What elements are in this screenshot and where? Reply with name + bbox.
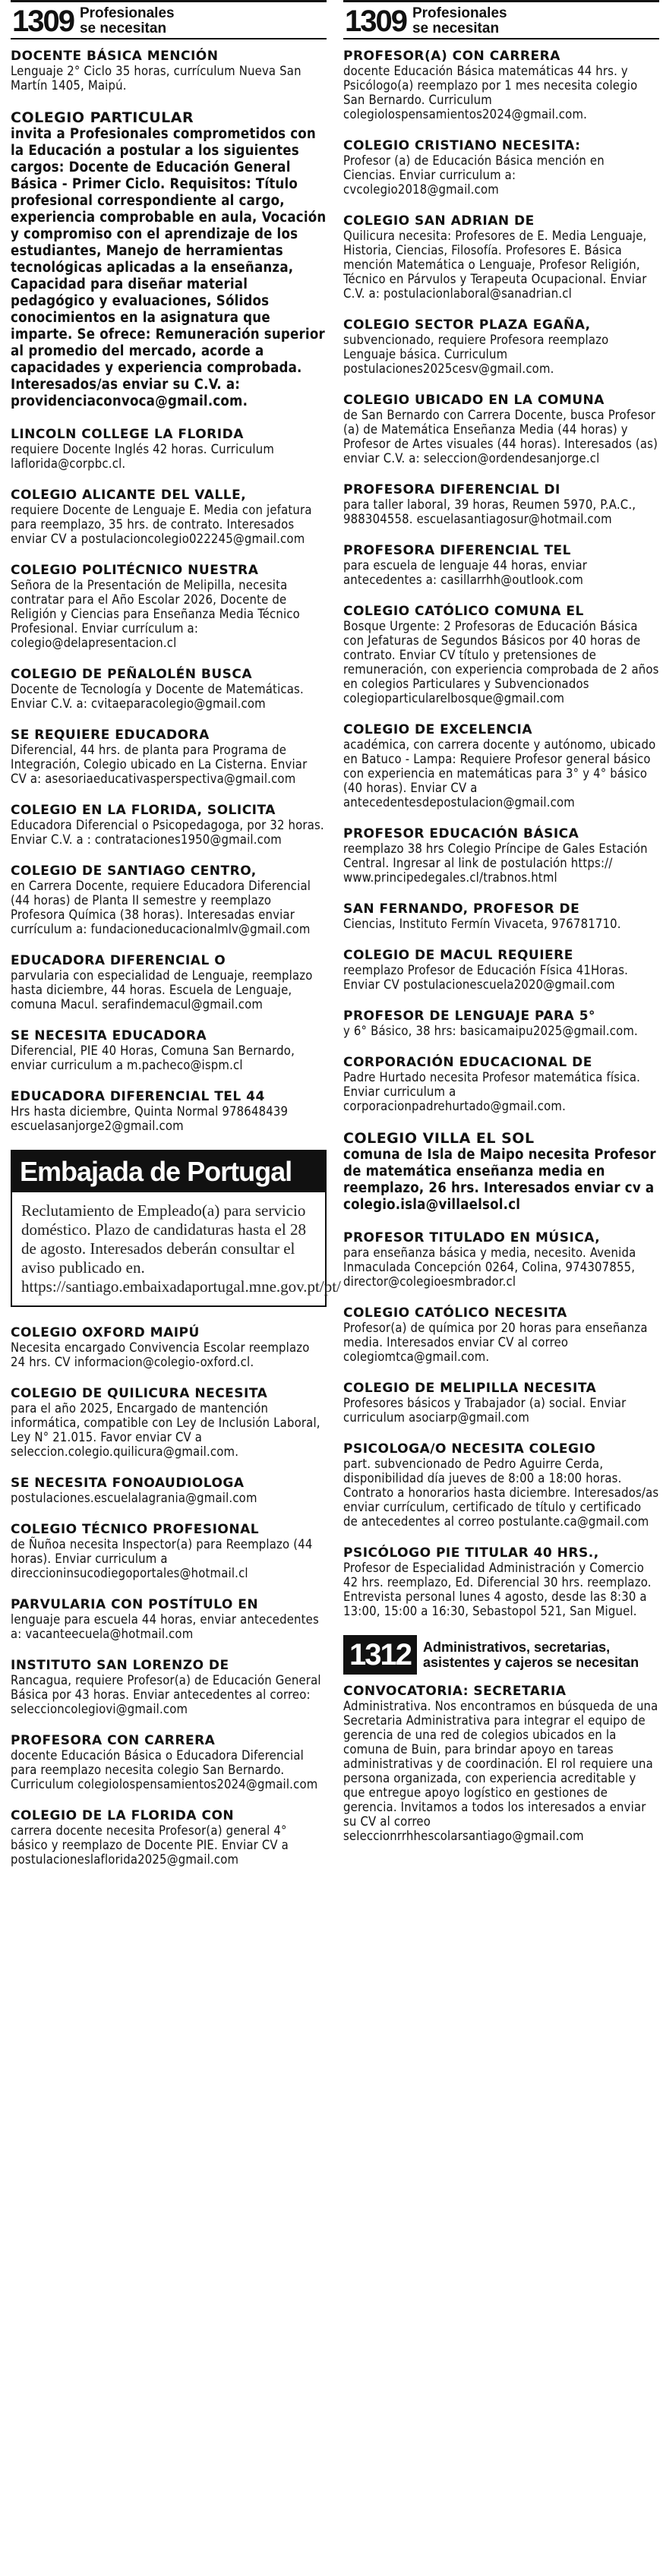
classified-ad (11, 1597, 327, 1641)
classified-ad (343, 317, 659, 376)
classified-ad (11, 1522, 327, 1580)
ad-body: Necesita encargado Convivencia Escolar reemplazo 24 hrs. CV informacion@colegio-oxford.cl. (11, 1340, 310, 1369)
ad-title: COLEGIO EN LA FLORIDA, SOLICITA (11, 803, 276, 818)
classified-ad (343, 543, 659, 587)
ad-title: EDUCADORA DIFERENCIAL O (11, 953, 226, 968)
classified-ad (343, 1381, 659, 1425)
right-column (343, 0, 659, 1860)
classified-ad (343, 901, 659, 931)
ad-body: Profesor(a) de química por 20 horas para enseñanza media. Interesados enviar CV al correo colegiomtca@gmail.com. (343, 1321, 648, 1364)
classified-ad (11, 1808, 327, 1867)
classified-ad (343, 1684, 659, 1843)
ad-title: LINCOLN COLLEGE LA FLORIDA (11, 427, 244, 442)
ad-title: CONVOCATORIA: SECRETARIA (343, 1684, 567, 1699)
ad-body: comuna de Isla de Maipo necesita Profesor de matemática enseñanza media en reemplazo, 26 hrs. Interesados enviar cv a colegio.isla@villaelsol.cl (343, 1147, 656, 1213)
ad-title: SE NECESITA FONOAUDIOLOGA (11, 1476, 245, 1491)
classified-ad (11, 1089, 327, 1133)
ad-title: PROFESOR TITULADO EN MÚSICA, (343, 1230, 601, 1245)
ad-title: COLEGIO TÉCNICO PROFESIONAL (11, 1522, 260, 1537)
ad-title: PARVULARIA CON POSTÍTULO EN (11, 1597, 259, 1612)
classified-ad (343, 1130, 659, 1214)
ad-body: Profesor de Especialidad Administración y Comercio 42 hrs. reemplazo, Ed. Diferencial 30 hrs. reemplazo. Entrevista personal lunes 4 agosto, desde las 8:30 a 13:00, 15:00 a 16:30, Sebastopol 521, San Miguel. (343, 1561, 652, 1618)
section-header (343, 0, 659, 39)
ad-title: COLEGIO CATÓLICO COMUNA EL (343, 604, 584, 619)
classified-ad (11, 1325, 327, 1369)
ad-title: COLEGIO POLITÉCNICO NUESTRA (11, 563, 259, 578)
ad-body: Lenguaje 2° Ciclo 35 horas, currículum Nueva San Martín 1405, Maipú. (11, 64, 302, 93)
ad-title: PSICOLOGA/O NECESITA COLEGIO (343, 1441, 596, 1457)
section-number: 1312 (343, 1635, 417, 1675)
ad-body: Administrativa. Nos encontramos en búsqueda de una Secretaria Administrativa para integrar el equipo de gerencia de una red de colegios ubicados en la comuna de Buin, para brindar apoyo en tareas administrativas y de coordinación. El rol requiere una persona organizada, con experiencia acreditable y que entregue apoyo logístico en gestiones de gerencia. Invitamos a todos los interesados a enviar su CV al correo seleccionrrhhescolarsantiago@gmail.com (343, 1699, 658, 1843)
classified-ad (343, 213, 659, 301)
ad-title: COLEGIO DE QUILICURA NECESITA (11, 1386, 268, 1401)
classified-ad (11, 953, 327, 1012)
ad-title: COLEGIO OXFORD MAIPÚ (11, 1325, 200, 1340)
ad-title: PROFESOR DE LENGUAJE PARA 5° (343, 1009, 596, 1024)
embassy-ad-box (11, 1150, 341, 1307)
ad-body: de Ñuñoa necesita Inspector(a) para Reemplazo (44 horas). Enviar curriculum a direccioninsucodiegoportales@hotmail.cl (11, 1537, 313, 1580)
ad-title: PROFESOR EDUCACIÓN BÁSICA (343, 826, 579, 841)
ad-title: PROFESORA DIFERENCIAL DI (343, 482, 560, 497)
ad-title: INSTITUTO SAN LORENZO DE (11, 1658, 229, 1673)
classified-ad (343, 482, 659, 526)
ad-title: COLEGIO DE SANTIAGO CENTRO, (11, 863, 257, 879)
ad-title: PROFESORA DIFERENCIAL TEL (343, 543, 571, 558)
embassy-body: Reclutamiento de Empleado(a) para servicio doméstico. Plazo de candidaturas hasta el 28 de agosto. Interesados deberán consultar el aviso publicado en. https://santiago.embaixadaportugal.mne.gov.pt/pt/ (21, 1201, 341, 1296)
ad-body: part. subvencionado de Pedro Aguirre Cerda, disponibilidad día jueves de 8:00 a 18:00 horas. Contrato a honorarios hasta diciembre. Interesados/as enviar currículum, certificado de título y certificado de antecedentes al correo postulante.ca@gmail.com (343, 1457, 659, 1529)
classified-ad (343, 948, 659, 992)
classified-ad (343, 49, 659, 122)
ad-body: Hrs hasta diciembre, Quinta Normal 978648439 escuelasanjorge2@gmail.com (11, 1104, 289, 1133)
ad-title: COLEGIO SECTOR PLAZA EGAÑA, (343, 317, 591, 333)
section-number: 1309 (12, 5, 74, 38)
classified-ad (343, 1055, 659, 1113)
section-label: Administrativos, secretarias, asistentes y cajeros se necesitan (422, 1640, 639, 1670)
ad-body: y 6° Básico, 38 hrs: basicamaipu2025@gmail.com. (343, 1024, 638, 1038)
ad-title: COLEGIO UBICADO EN LA COMUNA (343, 393, 605, 408)
classified-ad (11, 1476, 327, 1505)
classified-ad (11, 109, 327, 410)
ad-body: Educadora Diferencial o Psicopedagoga, por 32 horas. Enviar C.V. a : contrataciones1950@gmail.com (11, 818, 324, 847)
ad-body: para taller laboral, 39 horas, Reumen 5970, P.A.C., 988304558. escuelasantiagosur@hotmail.com (343, 497, 636, 526)
ad-body: docente Educación Básica o Educadora Diferencial para reemplazo necesita colegio San Bernardo. Curriculum colegiolospensamientos2024@gmail.com (11, 1748, 318, 1792)
ad-title: PROFESOR(A) CON CARRERA (343, 49, 560, 64)
ad-body: requiere Docente de Lenguaje E. Media con jefatura para reemplazo, 35 hrs. de contrato. Interesados enviar CV a postulacioncolegio022245@gmail.com (11, 503, 312, 546)
ad-title: SE REQUIERE EDUCADORA (11, 728, 210, 743)
classified-ad (343, 1305, 659, 1364)
ad-body: académica, con carrera docente y autónomo, ubicado en Batuco - Lampa: Requiere Profesor general básico con experiencia en matemáticas para 3° y 4° básico (40 horas). Enviar CV a antecedentesdepostulacion@gmail.com (343, 737, 656, 810)
classified-ad (11, 728, 327, 786)
ad-title: SAN FERNANDO, PROFESOR DE (343, 901, 580, 917)
section-header (11, 0, 327, 39)
ad-title: COLEGIO SAN ADRIAN DE (343, 213, 535, 229)
ad-body: subvencionado, requiere Profesora reemplazo Lenguaje básica. Curriculum postulaciones2025cesv@gmail.com. (343, 333, 609, 376)
classified-ad (343, 826, 659, 885)
classified-ad (11, 667, 327, 711)
classified-ad (343, 722, 659, 810)
classified-ad (11, 863, 327, 936)
ad-title: COLEGIO CATÓLICO NECESITA (343, 1305, 567, 1321)
section-number: 1309 (345, 5, 406, 38)
ad-title: DOCENTE BÁSICA MENCIÓN (11, 49, 219, 64)
classified-ad (11, 1386, 327, 1459)
ad-body: Bosque Urgente: 2 Profesoras de Educación Básica con Jefaturas de Segundos Básicos por 40 horas de contrato. Enviar CV título y pretensiones de remuneración, con experiencia comprobada de 2 años en colegios Particulares y Subvencionados colegioparticularelbosque@gmail.com (343, 619, 659, 706)
ad-title: COLEGIO PARTICULAR (11, 109, 194, 126)
ad-title: PROFESORA CON CARRERA (11, 1733, 216, 1748)
ad-title: COLEGIO DE EXCELENCIA (343, 722, 532, 737)
classified-ad (343, 393, 659, 466)
embassy-title: Embajada de Portugal (12, 1151, 325, 1192)
ad-body: invita a Profesionales comprometidos con la Educación a postular a los siguientes cargos: Docente de Educación General Básica - Primer Ciclo. Requisitos: Título profesional correspondiente al cargo, experiencia comprobable en aula, Vocación y compromiso con el aprendizaje de los estudiantes, Manejo de herramientas tecnológicas aplicadas a la enseñanza, Capacidad para diseñar material pedagógico y evaluaciones, Sólidos conocimientos en la asignatura que imparte. Se ofrece: Remuneración superior al promedio del mercado, acorde a capacidades y experiencia comprobada. Interesados/as enviar su C.V. a: providenciaconvoca@gmail.com. (11, 126, 327, 409)
ad-title: COLEGIO VILLA EL SOL (343, 1130, 535, 1147)
section-label: Profesionales se necesitan (412, 5, 507, 36)
classified-ad (343, 604, 659, 706)
left-column (11, 0, 341, 1883)
ad-body: docente Educación Básica matemáticas 44 hrs. y Psicólogo(a) reemplazo por 1 mes necesita colegio San Bernardo. Curriculum colegiolospensamientos2024@gmail.com. (343, 64, 638, 122)
ad-body: de San Bernardo con Carrera Docente, busca Profesor (a) de Matemática Enseñanza Media (44 horas) y Profesor de Artes visuales (44 horas). Interesados (as) enviar C.V. a: seleccion@ordendesanjorge.cl (343, 408, 658, 466)
ad-title: COLEGIO DE MELIPILLA NECESITA (343, 1381, 597, 1396)
classified-ad (343, 1441, 659, 1529)
section-header-1312 (343, 1635, 659, 1675)
classified-ad (11, 803, 327, 847)
classified-ad (11, 563, 327, 650)
ad-body: en Carrera Docente, requiere Educadora Diferencial (44 horas) de Planta II semestre y reemplazo Profesora Química (38 horas). Interesadas enviar currículum a: fundacioneducacionalmlv@gmail.com (11, 879, 311, 936)
ad-title: COLEGIO ALICANTE DEL VALLE, (11, 488, 247, 503)
ad-body: para el año 2025, Encargado de mantención informática, compatible con Ley de Inclusión Laboral, Ley N° 21.015. Favor enviar CV a seleccion.colegio.quilicura@gmail.com. (11, 1401, 320, 1459)
ad-title: CORPORACIÓN EDUCACIONAL DE (343, 1055, 592, 1070)
ad-title: COLEGIO DE MACUL REQUIERE (343, 948, 573, 963)
ad-title: SE NECESITA EDUCADORA (11, 1028, 207, 1043)
ad-title: COLEGIO DE LA FLORIDA CON (11, 1808, 235, 1823)
ad-body: Ciencias, Instituto Fermín Vivaceta, 976781710. (343, 917, 621, 931)
ad-body: Diferencial, 44 hrs. de planta para Programa de Integración, Colegio ubicado en La Cisterna. Enviar CV a: asesoriaeducativasperspectiva@gmail.com (11, 743, 308, 786)
classified-ad (11, 49, 327, 93)
ad-title: PSICÓLOGO PIE TITULAR 40 HRS., (343, 1545, 599, 1561)
ad-body: parvularia con especialidad de Lenguaje, reemplazo hasta diciembre, 44 horas. Escuela de Lenguaje, comuna Macul. serafindemacul@gmail.com (11, 968, 313, 1012)
classified-ad (11, 488, 327, 546)
classified-ad (11, 1733, 327, 1792)
ad-body: postulaciones.escuelalagrania@gmail.com (11, 1491, 257, 1505)
ad-body: Diferencial, PIE 40 Horas, Comuna San Bernardo, enviar curriculum a m.pacheco@ispm.cl (11, 1043, 295, 1072)
ad-body: Rancagua, requiere Profesor(a) de Educación General Básica por 43 horas. Enviar antecedentes al correo: seleccioncolegiovi@gmail.com (11, 1673, 321, 1716)
classified-ad (11, 427, 327, 471)
section-label: Profesionales se necesitan (79, 5, 175, 36)
ad-body: Docente de Tecnología y Docente de Matemáticas. Enviar C.V. a: cvitaeparacolegio@gmail.com (11, 682, 304, 711)
ad-body: Padre Hurtado necesita Profesor matemática física. Enviar curriculum a corporacionpadrehurtado@gmail.com. (343, 1070, 641, 1113)
ad-body: para escuela de lenguaje 44 horas, enviar antecedentes a: casillarrhh@outlook.com (343, 558, 588, 587)
classified-ad (343, 1230, 659, 1289)
classified-ad (343, 1545, 659, 1618)
classified-ad (343, 1009, 659, 1038)
ad-body: Señora de la Presentación de Melipilla, necesita contratar para el Año Escolar 2026, Docente de Religión y Ciencias para Enseñanza Media Técnico Profesional. Enviar currículum a: colegio@delapresentacion.cl (11, 578, 300, 650)
ad-body: reemplazo Profesor de Educación Física 41Horas. Enviar CV postulacionescuela2020@gmail.com (343, 963, 629, 992)
ad-body: Profesor (a) de Educación Básica mención en Ciencias. Enviar curriculum a: cvcolegio2018@gmail.com (343, 153, 605, 197)
classified-ad (11, 1658, 327, 1716)
ad-title: EDUCADORA DIFERENCIAL TEL 44 (11, 1089, 265, 1104)
ad-body: Quilicura necesita: Profesores de E. Media Lenguaje, Historia, Ciencias, Filosofía. Profesores E. Básica mención Matemática o Lenguaje, Profesor Religión, Técnico en Párvulos y Terapeuta Ocupacional. Enviar C.V. a: postulacionlaboral@sanadrian.cl (343, 229, 647, 301)
ad-body: para enseñanza básica y media, necesito. Avenida Inmaculada Concepción 0264, Colina, 974307855, director@colegioesmbrador.cl (343, 1245, 636, 1289)
ad-body: reemplazo 38 hrs Colegio Príncipe de Gales Estación Central. Ingresar al link de postulación https:// www.principedegales.cl/trabnos.html (343, 841, 648, 885)
ad-title: COLEGIO CRISTIANO NECESITA: (343, 138, 581, 153)
ad-body: lenguaje para escuela 44 horas, enviar antecedentes a: vacanteecuela@hotmail.com (11, 1612, 319, 1641)
ad-title: COLEGIO DE PEÑALOLÉN BUSCA (11, 667, 253, 682)
ad-body: requiere Docente Inglés 42 horas. Curriculum laflorida@corpbc.cl. (11, 442, 274, 471)
classified-ad (343, 138, 659, 197)
ad-body: Profesores básicos y Trabajador (a) social. Enviar curriculum asociarp@gmail.com (343, 1396, 627, 1425)
classified-ad (11, 1028, 327, 1072)
ad-body: carrera docente necesita Profesor(a) general 4° básico y reemplazo de Docente PIE. Enviar CV a postulacioneslaflorida2025@gmail.com (11, 1823, 289, 1867)
